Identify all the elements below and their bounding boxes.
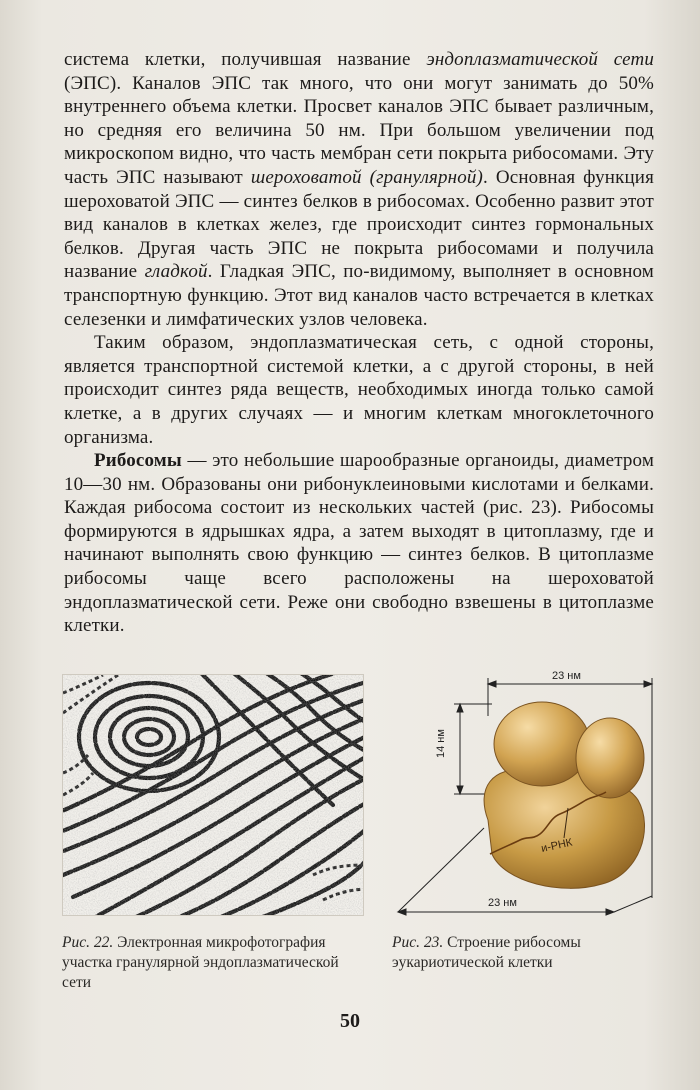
page-number: 50 (340, 1010, 360, 1032)
figure-23-ribosome (392, 668, 662, 920)
caption-figure-22 (62, 933, 362, 993)
caption-text: Электронная микрофотография участка гранулярной эндоплазматической сети (62, 934, 339, 991)
label-height: 14 нм (435, 729, 447, 758)
label-width-top: 23 нм (552, 670, 581, 682)
micrograph-image (63, 675, 364, 916)
caption-text: Строение рибосомы эукариотической клетки (392, 934, 581, 971)
small-subunit (494, 702, 590, 786)
label-width-bottom: 23 нм (488, 897, 517, 909)
paragraph-eps (64, 48, 654, 331)
body-text (64, 48, 654, 638)
label-mrna: и-РНК (540, 836, 574, 855)
caption-figure-23 (392, 933, 662, 973)
text-run: система клетки, получившая название (64, 49, 427, 70)
text-run: — это небольшие шарообразные органоиды, диаметром 10—30 нм. Образованы они рибонуклеиновыми кислотами и белками. Каждая рибосома состоит из нескольких частей (рис. 23). Рибосомы формируются в ядрышках ядра, а затем выходят в цитоплазму, где и начинают выполнять свою функцию — синтез белков. В цитоплазме рибосомы чаще всего расположены на шероховатой эндоплазматической сети. Реже они свободно взвешены в цитоплазме клетки. (64, 450, 654, 637)
small-subunit-lobe (576, 718, 644, 798)
term-rough-eps: шероховатой (гранулярной) (250, 166, 484, 188)
term-eps: эндоплазматической сети (426, 49, 654, 70)
term-smooth-eps: гладкой (144, 261, 208, 283)
caption-number: Рис. 22. (62, 934, 114, 951)
text-run: . Гладкая ЭПС, по-видимому, выполняет в основном транспортную функцию. Этот вид каналов часто встречается в клетках селезенки и лимфатических узлов человека. (64, 261, 654, 330)
figure-22-micrograph (62, 674, 364, 916)
paragraph-ribosomes (64, 449, 654, 638)
caption-number: Рис. 23. (392, 934, 444, 951)
text-run: (ЭПС). Каналов ЭПС так много, что они могут занимать до 50% внутреннего объема клетки. Просвет каналов ЭПС бывает различным, но средняя его величина 50 нм. При большом увеличении под микроскопом видно, что часть мембран сети покрыта рибосомами. Эту часть ЭПС называют (64, 72, 654, 188)
term-ribosomes: Рибосомы (94, 450, 182, 472)
ribosome-diagram (392, 668, 662, 920)
text-run: . Основная функция шероховатой ЭПС — синтез белков в рибосомах. Особенно развит этот вид каналов в клетках желез, где происходит синтез гормональных белков. Другая часть ЭПС не покрыта рибосомами и получила название (64, 166, 655, 283)
paragraph-summary: Таким образом, эндоплазматическая сеть, с одной стороны, является транспортной системой клетки, а с другой стороны, в ней происходит синтез ряда веществ, необходимых иногда только самой клетке, а в других случаях — и многим клеткам многоклеточного организма. (64, 332, 654, 448)
